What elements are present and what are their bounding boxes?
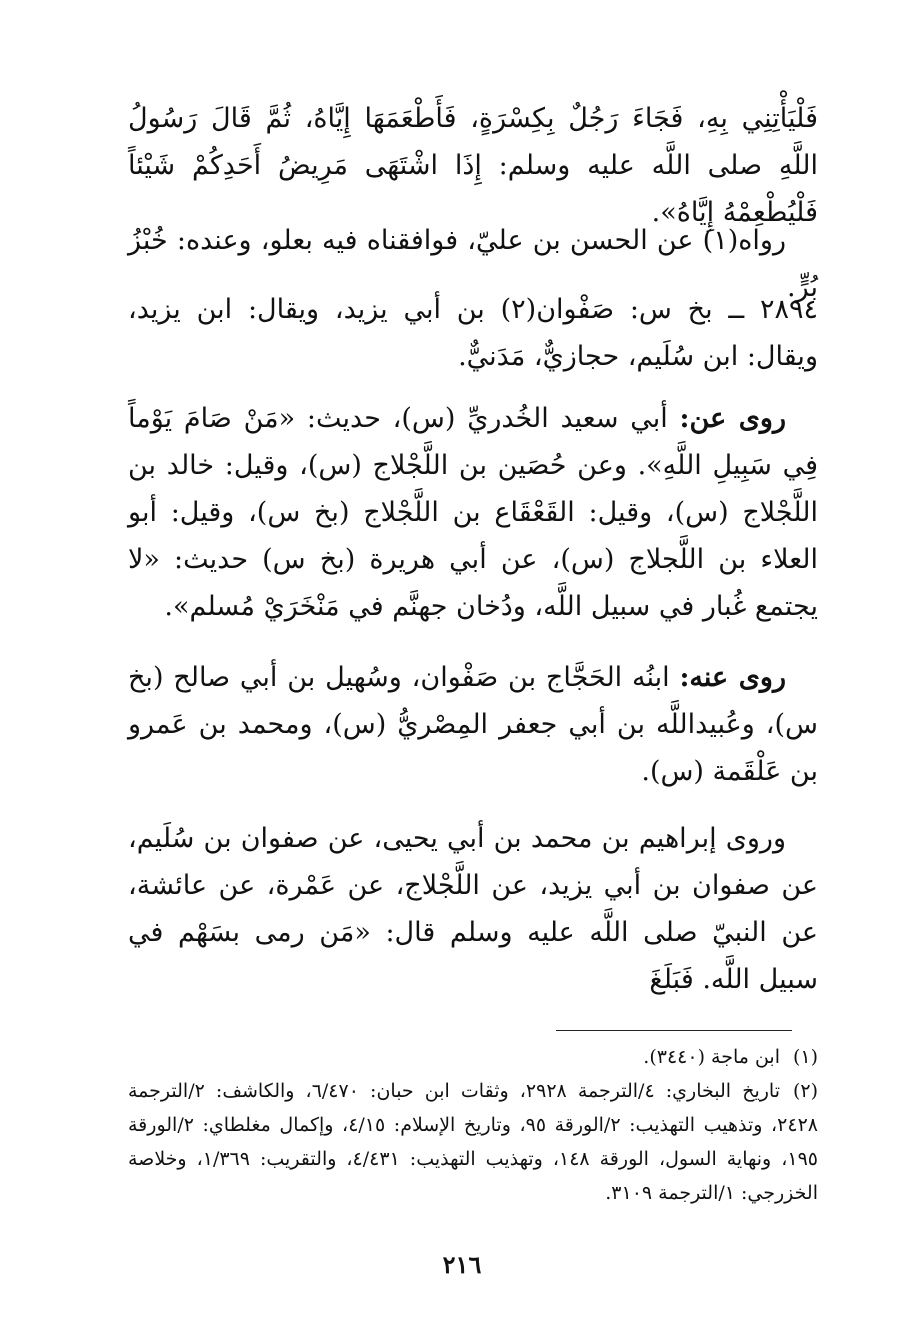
paragraph-additional-narration [128,815,818,1003]
footnote-text: تاريخ البخاري: ٤/الترجمة ٢٩٢٨، وثقات ابن حبان: ٦/٤٧٠، والكاشف: ٢/الترجمة ٢٤٢٨، وتذهيب التهذيب: ٢/الورقة ٩٥، وتاريخ الإسلام: ٤/١٥، وإكمال مغلطاي: ٢/الورقة ١٩٥، ونهاية السول، الورقة ١٤٨، وتهذيب التهذيب: ٤/٤٣١، والتقريب: ١/٣٦٩، وخلاصة الخزرجي: ١/الترجمة ٣١٠٩. [128,1080,819,1204]
footnote [128,1040,818,1074]
footnotes [128,1040,818,1210]
paragraph-lead: روى عن: [679,403,786,434]
paragraph-text: ابنُه الحَجَّاج بن صَفْوان، وسُهيل بن أبي صالح (بخ س)، وعُبيداللَّه بن أبي جعفر المِصْريُّ (س)، ومحمد بن عَمرو بن عَلْقَمة (س). [128,662,818,787]
footnote-divider [556,1030,792,1031]
footnote-marker: (٢) [792,1080,818,1102]
paragraph-narrated-by [128,654,818,795]
entry-heading-text: ٢٨٩٤ ــ بخ س: صَفْوان(٢) بن أبي يزيد، ويقال: ابن يزيد، ويقال: ابن سُلَيم، حجازيٌّ، مَدَنيٌّ. [128,294,818,372]
page-number: ٢١٦ [442,1250,482,1279]
paragraph-text: رواه(١) عن الحسن بن عليّ، فوافقناه فيه بعلو، وعنده: خُبْزُ بُرٍّ. [128,225,818,303]
footnote-marker: (١) [792,1046,818,1068]
footnote [128,1074,818,1210]
entry-heading-2894 [128,286,818,380]
footnote-text: ابن ماجة (٣٤٤٠). [643,1046,780,1068]
paragraph-narrated-from [128,395,818,630]
paragraph-hadith-continuation [128,95,818,236]
paragraph-lead: روى عنه: [679,662,786,693]
paragraph-text: فَلْيَأْتِنِي بِهِ، فَجَاءَ رَجُلٌ بِكِسْرَةٍ، فَأَطْعَمَهَا إِيَّاهُ، ثُمَّ قَالَ رَسُولُ اللَّهِ صلى اللَّه عليه وسلم: إِذَا اشْتَهَى مَرِيضُ أَحَدِكُمْ شَيْئاً فَلْيُطْعِمْهُ إِيَّاهُ». [128,103,818,228]
paragraph-text: أبي سعيد الخُدريِّ (س)، حديث: «مَنْ صَامَ يَوْماً فِي سَبِيلِ اللَّهِ». وعن حُصَين بن اللَّجْلاج (س)، وقيل: خالد بن اللَّجْلاج (س)، وقيل: القَعْقَاع بن اللَّجْلاج (بخ س)، وقيل: أبو العلاء بن اللَّجلاج (س)، عن أبي هريرة (بخ س) حديث: «لا يجتمع غُبار في سبيل اللَّه، ودُخان جهنَّم في مَنْخَرَيْ مُسلم». [128,403,818,622]
paragraph-text: وروى إبراهيم بن محمد بن أبي يحيى، عن صفوان بن سُلَيم، عن صفوان بن أبي يزيد، عن اللَّجْلاج، عن عَمْرة، عن عائشة، عن النبيّ صلى اللَّه عليه وسلم قال: «مَن رمى بسَهْم في سبيل اللَّه. فَبَلَغَ [128,823,818,995]
